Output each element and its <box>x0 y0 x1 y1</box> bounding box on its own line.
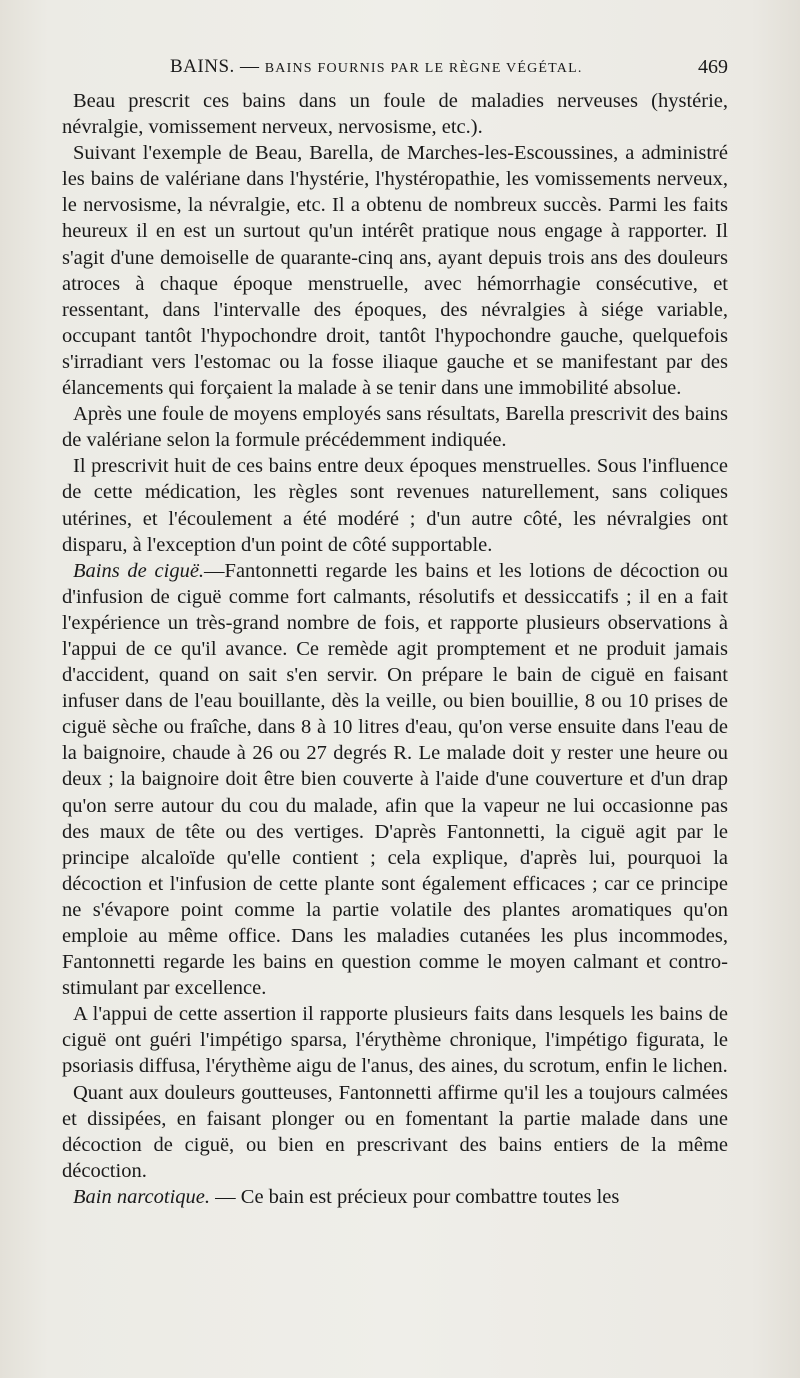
paragraph-1 <box>62 88 728 140</box>
paragraph-6 <box>62 1001 728 1079</box>
section-lead-bains-de-cigue: Bains de ciguë. <box>73 559 205 582</box>
paragraph-text: Suivant l'exemple de Beau, Barella, de Marches-les-Escoussines, a administré les bains de valériane dans l'hystérie, l'hystéropathie, les vomissements nerveux, le nervosisme, la névralgie, etc. Il a obtenu de nombreux succès. Parmi les faits heureux il en est un surtout qu'un intérêt pratique nous engage à rapporter. Il s'agit d'une demoiselle de quarante-cinq ans, ayant depuis trois ans des douleurs atroces à chaque époque menstruelle, avec hémorrhagie consécutive, et ressentant, dans l'intervalle des époques, des névralgies à siége variable, occupant tantôt l'hypochondre droit, tantôt l'hypochondre gauche, quelquefois s'irradiant vers l'estomac ou la fosse iliaque gauche et se manifestant par des élancements qui forçaient la malade à se tenir dans une immobilité absolue. <box>62 142 728 400</box>
paragraph-text: Quant aux douleurs goutteuses, Fantonnetti affirme qu'il les a toujours calmées et dissipées, en faisant plonger ou en fomentant la partie malade dans une décoction de ciguë, ou bien en prescrivant des bains entiers de la même décoction. <box>62 1081 728 1182</box>
paragraph-3 <box>62 401 728 453</box>
paragraph-5 <box>62 558 728 1002</box>
running-title-dash: — <box>234 56 265 77</box>
paragraph-7 <box>62 1080 728 1184</box>
paragraph-4 <box>62 453 728 557</box>
running-title-sub: BAINS FOURNIS PAR LE RÈGNE VÉGÉTAL. <box>264 61 583 76</box>
paragraph-text: — Ce bain est précieux pour combattre toutes les <box>210 1185 620 1208</box>
body-text <box>62 88 728 1210</box>
paragraph-8 <box>62 1184 728 1210</box>
paragraph-text: Beau prescrit ces bains dans un foule de maladies nerveuses (hystérie, névralgie, vomissement nerveux, nervosisme, etc.). <box>62 90 728 139</box>
section-lead-bain-narcotique: Bain narcotique. <box>73 1185 211 1208</box>
running-header <box>60 56 728 86</box>
paragraph-text: Il prescrivit huit de ces bains entre deux époques menstruelles. Sous l'influence de cette médication, les règles sont revenues naturellement, sans coliques utérines, et l'écoulement a été modéré ; d'un autre côté, les névralgies ont disparu, à l'exception d'un point de côté supportable. <box>62 455 728 556</box>
running-title-main: BAINS. <box>170 56 235 77</box>
running-title <box>170 56 583 78</box>
paragraph-text: Après une foule de moyens employés sans résultats, Barella prescrivit des bains de valériane selon la formule précédemment indiquée. <box>62 403 728 452</box>
page-number: 469 <box>698 56 728 78</box>
paragraph-text: —Fantonnetti regarde les bains et les lotions de décoction ou d'infusion de ciguë comme fort calmants, résolutifs et dessiccatifs ; il en a fait l'expérience un très-grand nombre de fois, et rapporte plusieurs observations à l'appui de ce qu'il avance. Ce remède agit promptement et ne produit jamais d'accident, quand on sait s'en servir. On prépare le bain de ciguë en faisant infuser dans de l'eau bouillante, dès la veille, ou bien bouillie, 8 ou 10 prises de ciguë sèche ou fraîche, dans 8 à 10 litres d'eau, qu'on verse ensuite dans l'eau de la baignoire, chaude à 26 ou 27 degrés R. Le malade doit y rester une heure ou deux ; la baignoire doit être bien couverte à l'aide d'une couverture et d'un drap qu'on serre autour du cou du malade, afin que la vapeur ne lui occasionne pas des maux de tête ou des vertiges. D'après Fantonnetti, la ciguë agit par le principe alcaloïde qu'elle contient ; cela explique, d'après lui, pourquoi la décoction et l'infusion de cette plante sont également efficaces ; car ce principe ne s'évapore point comme la partie volatile des plantes aromatiques qu'on emploie au même office. Dans les maladies cutanées les plus incommodes, Fantonnetti regarde les bains en question comme le moyen calmant et contro-stimulant par excellence. <box>62 559 728 1000</box>
paragraph-text: A l'appui de cette assertion il rapporte plusieurs faits dans lesquels les bains de ciguë ont guéri l'impétigo sparsa, l'érythème chronique, l'impétigo figurata, le psoriasis diffusa, l'érythème aigu de l'anus, des aines, du scrotum, enfin le lichen. <box>62 1003 728 1078</box>
paragraph-2 <box>62 140 728 401</box>
